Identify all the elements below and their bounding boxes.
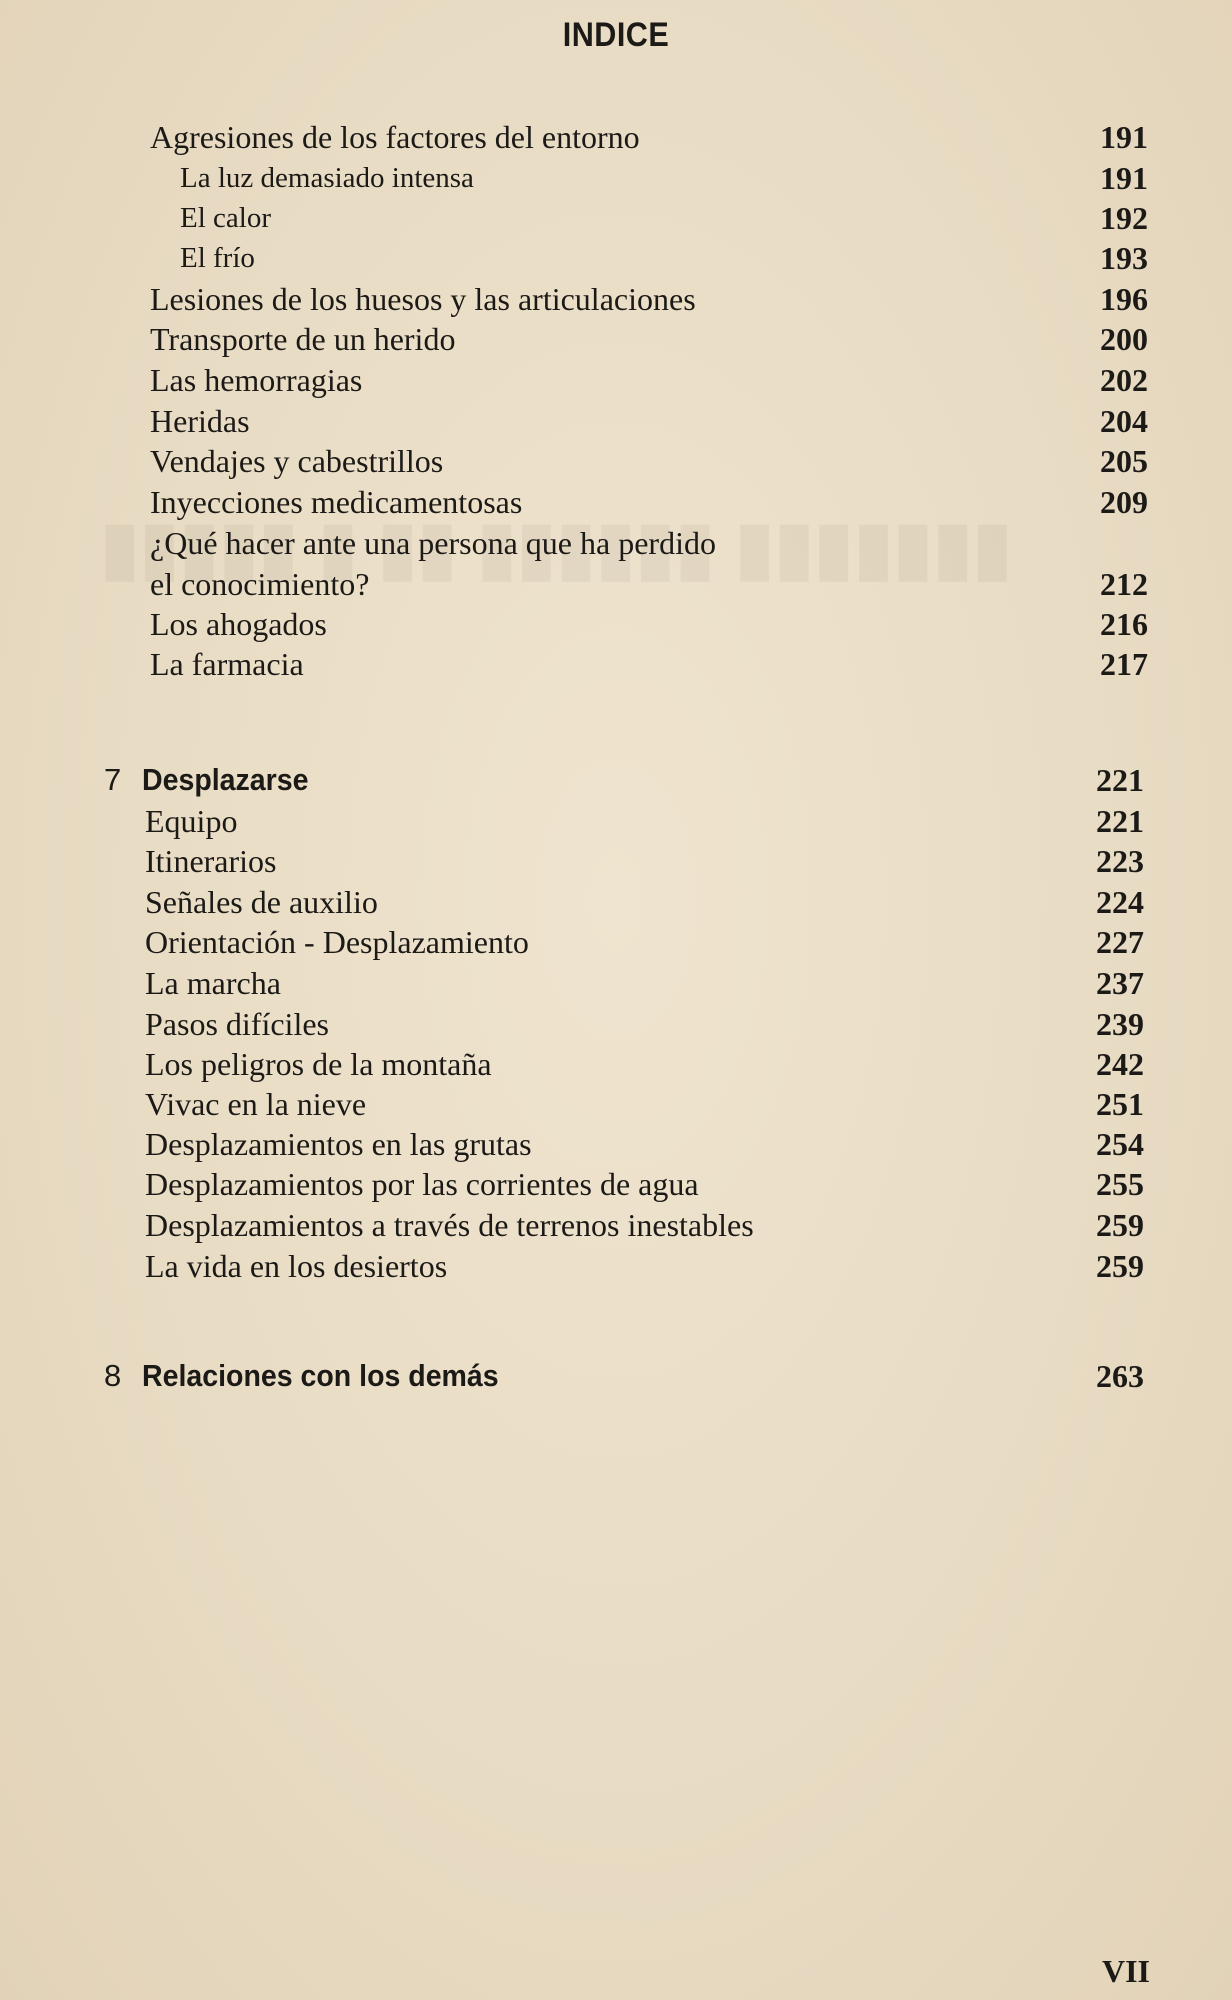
toc-entry-row <box>0 1004 1232 1044</box>
toc-entry-title: Itinerarios <box>145 843 277 879</box>
chapter-number: 8 <box>104 1358 122 1393</box>
toc-page-number: 205 <box>1100 443 1148 479</box>
toc-page-number: 221 <box>1096 762 1144 798</box>
toc-page-number: 263 <box>1096 1358 1144 1394</box>
toc-page-number: 242 <box>1096 1046 1144 1082</box>
toc-entry-title: La farmacia <box>150 646 304 682</box>
toc-entry-row <box>0 1164 1232 1204</box>
toc-page-number: 239 <box>1096 1006 1144 1042</box>
toc-entry-title: Vivac en la nieve <box>145 1086 367 1122</box>
toc-entry-row <box>0 604 1232 644</box>
toc-entry-title: La marcha <box>145 965 281 1001</box>
toc-entry-title: Inyecciones medicamentosas <box>150 484 523 520</box>
toc-page-number: 259 <box>1096 1207 1144 1243</box>
toc-entry-row <box>0 644 1232 684</box>
toc-entry-title: Pasos difíciles <box>145 1006 329 1042</box>
toc-entry-row <box>0 1044 1232 1084</box>
toc-page-number: 191 <box>1100 119 1148 155</box>
toc-page-number: 217 <box>1100 646 1148 682</box>
toc-entry-row <box>0 441 1232 481</box>
toc-entry-title: El calor <box>180 202 271 234</box>
toc-entry-row <box>0 841 1232 881</box>
toc-page-number: 221 <box>1096 803 1144 839</box>
toc-page-number: 216 <box>1100 606 1148 642</box>
toc-page-number: 251 <box>1096 1086 1144 1122</box>
toc-entry-row <box>0 117 1232 157</box>
toc-entry-title: Agresiones de los factores del entorno <box>150 119 640 155</box>
toc-entry-title: Orientación - Desplazamiento <box>145 924 529 960</box>
toc-entry-row <box>0 158 1232 198</box>
toc-page-number: 237 <box>1096 965 1144 1001</box>
folio-page-number: VII <box>1101 1953 1150 1989</box>
toc-entry-row <box>0 401 1232 441</box>
toc-page-number: 204 <box>1100 403 1148 439</box>
toc-page-number: 254 <box>1096 1126 1144 1162</box>
toc-entry-title: El frío <box>180 242 255 274</box>
toc-entry-title: Los peligros de la montaña <box>145 1046 492 1082</box>
toc-entry-title: Heridas <box>150 403 250 439</box>
toc-page-number: 193 <box>1100 240 1148 276</box>
toc-entry-title: Desplazamientos en las grutas <box>145 1126 532 1162</box>
toc-page-number: 196 <box>1100 281 1148 317</box>
toc-entry-row <box>0 1084 1232 1124</box>
toc-chapter-row <box>0 760 1232 800</box>
toc-page-number: 212 <box>1100 566 1148 602</box>
chapter-number: 7 <box>104 762 122 797</box>
toc-entry-title: Las hemorragias <box>150 362 363 398</box>
toc-entry-row <box>0 963 1232 1003</box>
toc-entry-row <box>0 482 1232 522</box>
toc-entry-row <box>0 279 1232 319</box>
toc-page-number: 191 <box>1100 160 1148 196</box>
toc-entry-title: Lesiones de los huesos y las articulaciones <box>150 281 696 317</box>
toc-entry-title: el conocimiento? <box>150 566 370 602</box>
toc-page-number: 223 <box>1096 843 1144 879</box>
toc-entry-title: Los ahogados <box>150 606 327 642</box>
toc-entry-title: Vendajes y cabestrillos <box>150 443 444 479</box>
toc-page-number: 255 <box>1096 1166 1144 1202</box>
toc-entry-row <box>0 319 1232 359</box>
toc-entry-title: ¿Qué hacer ante una persona que ha perdido <box>150 525 716 561</box>
toc-page-number: 224 <box>1096 884 1144 920</box>
toc-page-number: 202 <box>1100 362 1148 398</box>
toc-page-number: 259 <box>1096 1248 1144 1284</box>
toc-entry-row <box>0 523 1232 563</box>
toc-entry-row <box>0 922 1232 962</box>
toc-entry-title: Desplazamientos a través de terrenos inestables <box>145 1207 754 1243</box>
toc-entry-title: La vida en los desiertos <box>145 1248 448 1284</box>
toc-entry-title: La luz demasiado intensa <box>180 162 474 194</box>
toc-page-number: 209 <box>1100 484 1148 520</box>
toc-page-number: 227 <box>1096 924 1144 960</box>
toc-entry-row <box>0 801 1232 841</box>
toc-page-number: 192 <box>1100 200 1148 236</box>
toc-entry-title: Transporte de un herido <box>150 321 456 357</box>
toc-entry-row <box>0 882 1232 922</box>
toc-entry-title: Equipo <box>145 803 238 839</box>
page-heading: INDICE <box>562 16 670 54</box>
toc-entry-row <box>0 238 1232 278</box>
toc-entry-row <box>0 198 1232 238</box>
toc-page-number: 200 <box>1100 321 1148 357</box>
toc-entry-title: Desplazarse <box>142 762 309 797</box>
toc-entry-row <box>0 564 1232 604</box>
toc-entry-row <box>0 360 1232 400</box>
toc-entry-title: Relaciones con los demás <box>142 1358 499 1393</box>
toc-entry-row <box>0 1124 1232 1164</box>
toc-entry-row <box>0 1205 1232 1245</box>
toc-entry-row <box>0 1246 1232 1286</box>
toc-chapter-row <box>0 1356 1232 1396</box>
toc-entry-title: Desplazamientos por las corrientes de agua <box>145 1166 699 1202</box>
toc-entry-title: Señales de auxilio <box>145 884 378 920</box>
